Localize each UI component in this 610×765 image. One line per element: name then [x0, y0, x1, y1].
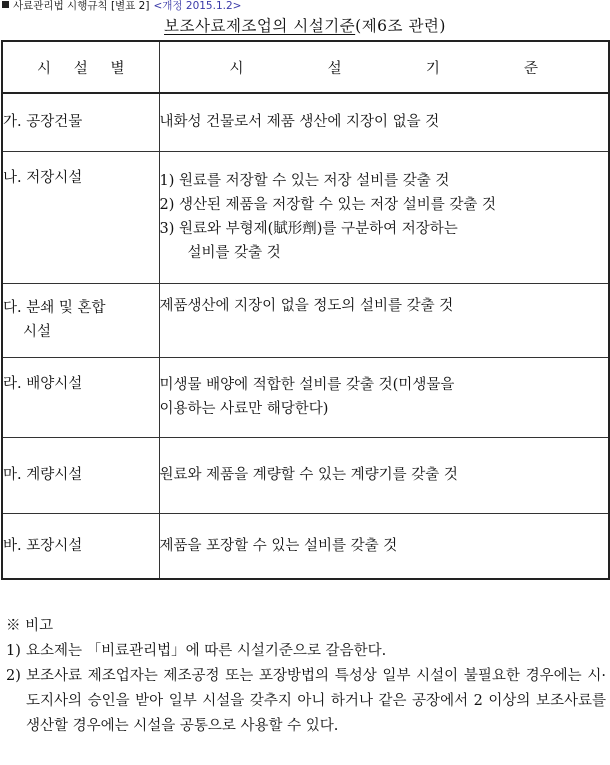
- table-row: [2, 513, 609, 579]
- title-suffix: (제6조 관련): [355, 17, 446, 35]
- standard-item: 내화성 건물로서 제품 생산에 지장이 없을 것: [159, 114, 440, 131]
- remarks-section: [6, 614, 606, 739]
- facility-standards-table: [1, 40, 610, 580]
- header-char: 시: [37, 60, 52, 77]
- header-char: 시: [229, 60, 244, 77]
- table-row: [2, 93, 609, 151]
- row-category: 바. 포장시설: [2, 513, 159, 579]
- table-row: [2, 437, 609, 513]
- row-category: 나. 저장시설: [2, 151, 159, 283]
- col-header-standard: [159, 41, 609, 93]
- law-reference: [2, 0, 241, 13]
- standard-item: 2) 생산된 제품을 저장할 수 있는 저장 설비를 갖출 것: [159, 197, 497, 213]
- standard-item: 제품생산에 지장이 없을 정도의 설비를 갖출 것: [159, 297, 454, 314]
- remark-number: 2): [6, 668, 21, 684]
- category-label: 다. 분쇄 및 혼합: [3, 300, 106, 316]
- table-row: [2, 357, 609, 437]
- standard-item: 이용하는 사료만 해당한다): [159, 401, 329, 417]
- standard-item: 설비를 갖출 것: [187, 245, 281, 261]
- row-standard: [159, 437, 609, 513]
- remark-item: [6, 664, 606, 739]
- table-header-row: [2, 41, 609, 93]
- header-char: 별: [110, 60, 125, 77]
- page-title: [0, 16, 610, 36]
- remark-item: [6, 639, 606, 664]
- row-standard: [159, 357, 609, 437]
- row-standard: [159, 151, 609, 283]
- remarks-heading: ※ 비고: [6, 618, 54, 634]
- header-char: 설: [327, 60, 342, 77]
- standard-item: 1) 원료를 저장할 수 있는 저장 설비를 갖출 것: [159, 173, 450, 189]
- revision-link[interactable]: <개정 2015.1.2>: [153, 0, 242, 12]
- standard-item: 제품을 포장할 수 있는 설비를 갖출 것: [159, 537, 398, 554]
- row-standard: [159, 283, 609, 357]
- remark-text: 요소제는 「비료관리법」에 따른 시설기준으로 갈음한다.: [26, 643, 387, 659]
- row-category: 라. 배양시설: [2, 357, 159, 437]
- row-category: 마. 계량시설: [2, 437, 159, 513]
- table-row: [2, 283, 609, 357]
- remark-number: 1): [6, 643, 21, 659]
- row-category: 가. 공장건물: [2, 93, 159, 151]
- row-standard: [159, 93, 609, 151]
- header-char: 기: [425, 60, 440, 77]
- table-row: [2, 151, 609, 283]
- col-header-facility: [2, 41, 159, 93]
- category-label-cont: 시설: [23, 324, 52, 340]
- standard-item: 3) 원료와 부형제(賦形劑)를 구분하여 저장하는: [159, 221, 458, 237]
- title-main: 보조사료제조업의 시설기준: [164, 17, 356, 35]
- header-char: 준: [523, 60, 538, 77]
- law-name: 사료관리법 시행규칙 [별표 2]: [13, 0, 150, 12]
- remark-text: 보조사료 제조업자는 제조공정 또는 포장방법의 특성상 일부 시설이 불필요한 경우에는 시·도지사의 승인을 받아 일부 시설을 갖추지 아니 하거나 같은 공장에서 2 이상의 보조사료를 생산할 경우에는 시설을 공통으로 사용할 수 있다.: [26, 668, 606, 734]
- standard-item: 미생물 배양에 적합한 설비를 갖출 것(미생물을: [159, 377, 455, 393]
- header-char: 설: [73, 60, 88, 77]
- standard-item: 원료와 제품을 계량할 수 있는 계량기를 갖출 것: [159, 467, 458, 483]
- row-category: [2, 283, 159, 357]
- bullet-square-icon: [2, 1, 9, 8]
- row-standard: [159, 513, 609, 579]
